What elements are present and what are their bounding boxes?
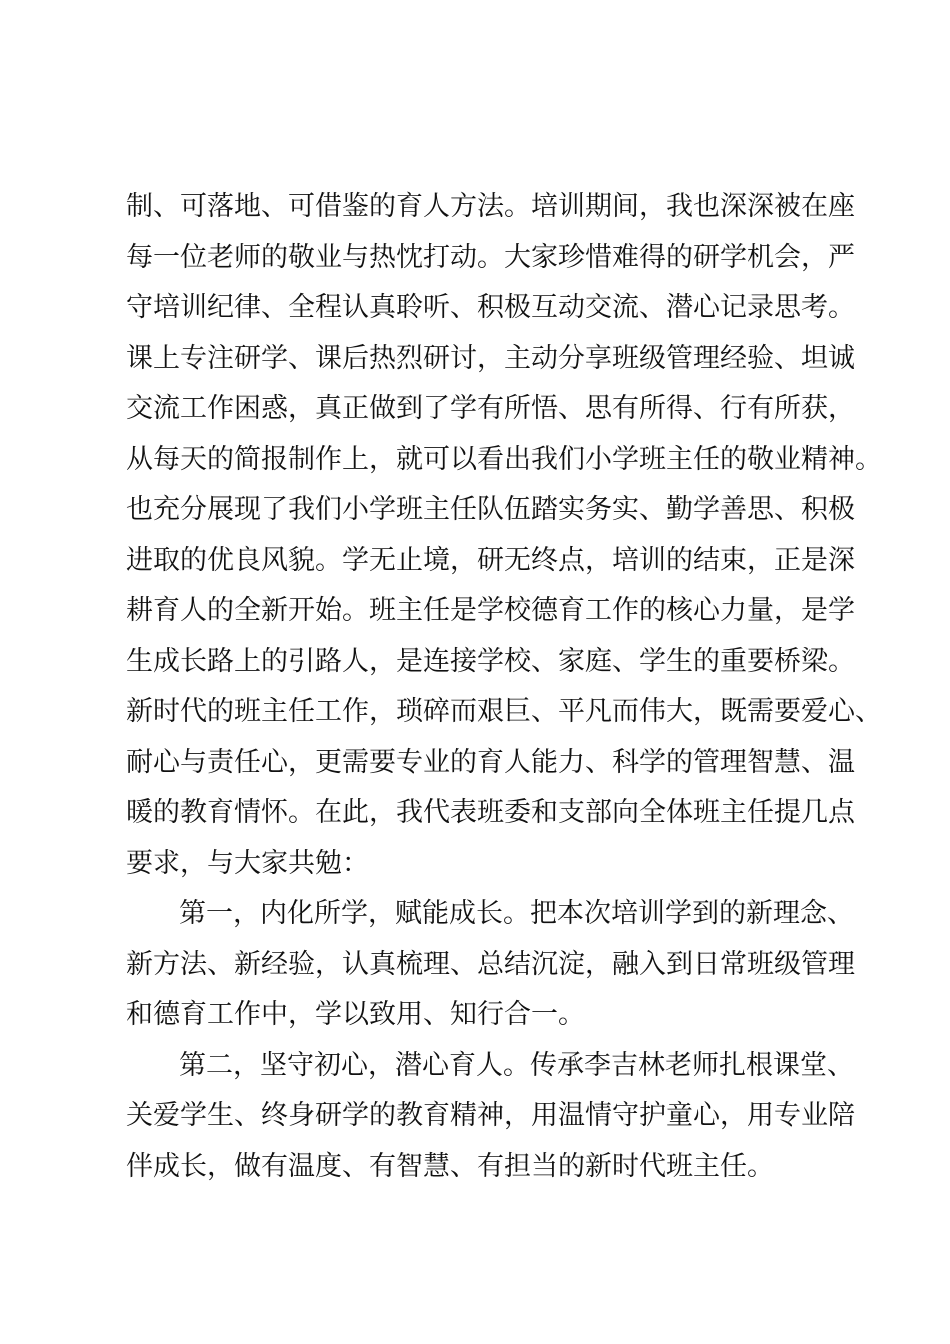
text-line: 要求，与大家共勉： [126,847,369,879]
paragraph-first-line: 第一，内化所学，赋能成长。把本次培训学到的新理念、 [179,898,854,929]
text-line: 和德育工作中，学以致用、知行合一。 [126,999,585,1030]
text-line: 每一位老师的敬业与热忱打动。大家珍惜难得的研学机会，严 [126,241,855,273]
text-line: 守培训纪律、全程认真聆听、积极互动交流、潜心记录思考。 [126,292,855,323]
paragraph-first-line: 第二，坚守初心，潜心育人。传承李吉林老师扎根课堂、 [179,1049,854,1081]
text-line: 新时代的班主任工作，琐碎而艰巨、平凡而伟大，既需要爱心、 [126,696,882,727]
text-line: 从每天的简报制作上，就可以看出我们小学班主任的敬业精神。 [126,443,882,475]
text-line: 耕育人的全新开始。班主任是学校德育工作的核心力量，是学 [126,595,855,626]
text-line: 生成长路上的引路人，是连接学校、家庭、学生的重要桥梁。 [126,645,855,677]
text-line: 进取的优良风貌。学无止境，研无终点，培训的结束，正是深 [126,544,855,576]
text-line: 制、可落地、可借鉴的育人方法。培训期间，我也深深被在座 [126,191,855,222]
text-line: 课上专注研学、课后热烈研讨，主动分享班级管理经验、坦诚 [126,342,855,374]
text-line: 交流工作困惑，真正做到了学有所悟、思有所得、行有所获， [126,393,855,424]
text-line: 也充分展现了我们小学班主任队伍踏实务实、勤学善思、积极 [126,494,855,525]
text-line: 伴成长，做有温度、有智慧、有担当的新时代班主任。 [126,1150,774,1182]
text-line: 新方法、新经验，认真梳理、总结沉淀，融入到日常班级管理 [126,948,855,980]
body-text [126,182,882,1192]
text-line: 暖的教育情怀。在此，我代表班委和支部向全体班主任提几点 [126,797,855,828]
text-line: 关爱学生、终身研学的教育精神，用温情守护童心，用专业陪 [126,1100,855,1131]
text-line: 耐心与责任心，更需要专业的育人能力、科学的管理智慧、温 [126,746,855,778]
